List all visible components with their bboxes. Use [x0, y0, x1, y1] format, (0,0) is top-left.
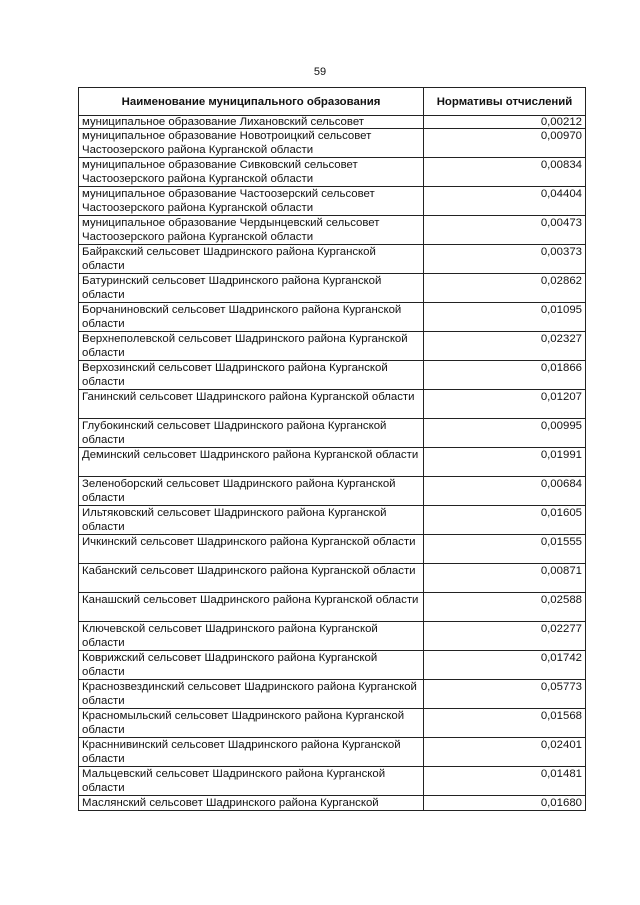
norm-value: 0,00212 — [424, 116, 586, 129]
norm-value: 0,02401 — [424, 738, 586, 767]
norm-value: 0,01866 — [424, 361, 586, 390]
table-row — [79, 303, 586, 332]
municipality-name: Деминский сельсовет Шадринского района Курганской области — [79, 448, 424, 477]
norm-value: 0,05773 — [424, 680, 586, 709]
table-row — [79, 129, 586, 158]
norm-value: 0,00970 — [424, 129, 586, 158]
municipality-name: Коврижский сельсовет Шадринского района Курганской области — [79, 651, 424, 680]
norm-value: 0,01991 — [424, 448, 586, 477]
table-row — [79, 448, 586, 477]
municipality-name: Ганинский сельсовет Шадринского района Курганской области — [79, 390, 424, 419]
table-row — [79, 593, 586, 622]
municipality-name: Глубокинский сельсовет Шадринского района Курганской области — [79, 419, 424, 448]
municipality-name: Борчаниновский сельсовет Шадринского района Курганской области — [79, 303, 424, 332]
table-row — [79, 332, 586, 361]
table-row — [79, 158, 586, 187]
table-row — [79, 216, 586, 245]
table-row — [79, 274, 586, 303]
header-norms: Нормативы отчислений — [424, 88, 586, 116]
table-row — [79, 187, 586, 216]
norm-value: 0,00373 — [424, 245, 586, 274]
norm-value: 0,02277 — [424, 622, 586, 651]
municipality-name: Кабанский сельсовет Шадринского района Курганской области — [79, 564, 424, 593]
municipality-name: Маслянский сельсовет Шадринского района Курганской — [79, 796, 424, 811]
municipality-name: Верхнеполевской сельсовет Шадринского района Курганской области — [79, 332, 424, 361]
norm-value: 0,01568 — [424, 709, 586, 738]
norm-value: 0,02588 — [424, 593, 586, 622]
table-row — [79, 535, 586, 564]
table-row — [79, 651, 586, 680]
norm-value: 0,01481 — [424, 767, 586, 796]
table-row — [79, 419, 586, 448]
norm-value: 0,00871 — [424, 564, 586, 593]
norm-value: 0,02862 — [424, 274, 586, 303]
municipality-name: муниципальное образование Чердынцевский сельсовет Частоозерского района Курганской области — [79, 216, 424, 245]
norm-value: 0,02327 — [424, 332, 586, 361]
table-row — [79, 564, 586, 593]
municipality-name: Байракский сельсовет Шадринского района Курганской области — [79, 245, 424, 274]
norm-value: 0,01207 — [424, 390, 586, 419]
header-municipality: Наименование муниципального образования — [79, 88, 424, 116]
municipality-name: муниципальное образование Сивковский сельсовет Частоозерского района Курганской области — [79, 158, 424, 187]
norm-value: 0,01680 — [424, 796, 586, 811]
page-number: 59 — [313, 66, 327, 78]
norm-value: 0,00834 — [424, 158, 586, 187]
municipality-name: муниципальное образование Лихановский сельсовет — [79, 116, 424, 129]
norm-value: 0,00995 — [424, 419, 586, 448]
norms-table — [78, 87, 586, 811]
table-row — [79, 245, 586, 274]
norm-value: 0,01555 — [424, 535, 586, 564]
municipality-name: Верхозинский сельсовет Шадринского района Курганской области — [79, 361, 424, 390]
norm-value: 0,00684 — [424, 477, 586, 506]
table-row — [79, 116, 586, 129]
municipality-name: муниципальное образование Новотроицкий сельсовет Частоозерского района Курганской области — [79, 129, 424, 158]
norm-value: 0,01742 — [424, 651, 586, 680]
table-row — [79, 709, 586, 738]
table-row — [79, 767, 586, 796]
municipality-name: Мальцевский сельсовет Шадринского района Курганской области — [79, 767, 424, 796]
municipality-name: Ильтяковский сельсовет Шадринского района Курганской области — [79, 506, 424, 535]
municipality-name: Батуринский сельсовет Шадринского района Курганской области — [79, 274, 424, 303]
municipality-name: Ичкинский сельсовет Шадринского района Курганской области — [79, 535, 424, 564]
table-row — [79, 361, 586, 390]
municipality-name: Красномыльский сельсовет Шадринского района Курганской области — [79, 709, 424, 738]
norm-value: 0,01605 — [424, 506, 586, 535]
norm-value: 0,01095 — [424, 303, 586, 332]
norm-value: 0,04404 — [424, 187, 586, 216]
municipality-name: Канашский сельсовет Шадринского района Курганской области — [79, 593, 424, 622]
table-row — [79, 622, 586, 651]
table-row — [79, 680, 586, 709]
table-row — [79, 738, 586, 767]
municipality-name: Зеленоборский сельсовет Шадринского района Курганской области — [79, 477, 424, 506]
municipality-name: Краснозвездинский сельсовет Шадринского района Курганской области — [79, 680, 424, 709]
table-row — [79, 506, 586, 535]
table-header-row — [79, 88, 586, 116]
table-row — [79, 390, 586, 419]
norm-value: 0,00473 — [424, 216, 586, 245]
municipality-name: Красннивинский сельсовет Шадринского района Курганской области — [79, 738, 424, 767]
municipality-name: муниципальное образование Частоозерский сельсовет Частоозерского района Курганской области — [79, 187, 424, 216]
table-row — [79, 477, 586, 506]
table-row — [79, 796, 586, 811]
municipality-name: Ключевской сельсовет Шадринского района Курганской области — [79, 622, 424, 651]
